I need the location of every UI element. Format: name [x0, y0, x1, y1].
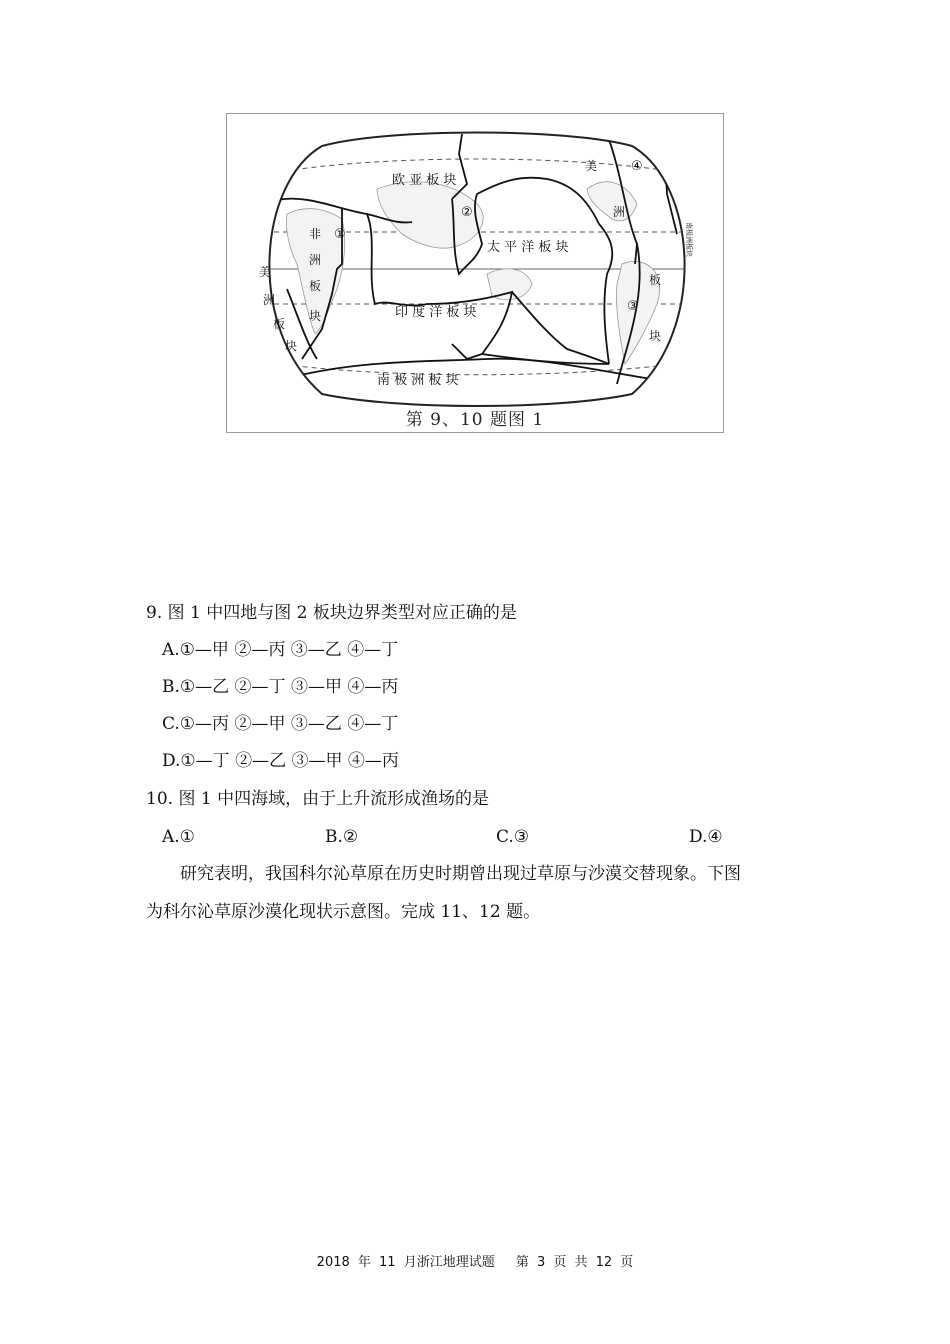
question-10-option-b: B.② — [325, 827, 359, 847]
label-american-left-1: 美 — [259, 265, 272, 279]
label-american-left-3: 板 — [273, 317, 286, 331]
label-american-right-4: 块 — [649, 329, 662, 343]
label-american-left-4: 块 — [285, 339, 298, 353]
label-indian-ocean-plate: 印 度 洋 板 块 — [395, 305, 477, 320]
question-10-option-a: A.① — [162, 827, 195, 847]
question-9-stem: 9. 图 1 中四地与图 2 板块边界类型对应正确的是 — [146, 603, 517, 623]
world-plate-map — [227, 114, 725, 434]
passage-line-1: 研究表明，我国科尔沁草原在历史时期曾出现过草原与沙漠交替现象。下图 — [180, 864, 741, 884]
label-small-plate: 南极洲板块 — [685, 222, 693, 257]
label-african-plate-2: 洲 — [309, 253, 322, 267]
label-american-right-2: 洲 — [613, 205, 626, 219]
label-african-plate-3: 板 — [309, 279, 322, 293]
label-american-right-3: 板 — [649, 273, 662, 287]
marker-1: ① — [334, 227, 346, 242]
plate-map-figure — [226, 113, 724, 433]
question-9-option-c: C.①—丙 ②—甲 ③—乙 ④—丁 — [162, 714, 399, 734]
figure-caption: 第 9、10 题图 1 — [405, 410, 545, 430]
question-10-option-d: D.④ — [689, 827, 723, 847]
question-10-stem: 10. 图 1 中四海域，由于上升流形成渔场的是 — [146, 789, 490, 809]
question-9-option-a: A.①—甲 ②—丙 ③—乙 ④—丁 — [162, 640, 399, 660]
marker-3: ③ — [627, 299, 639, 314]
page-footer: 2018 年 11 月浙江地理试题 第 3 页 共 12 页 — [316, 1255, 634, 1270]
label-antarctic-plate: 南 极 洲 板 块 — [377, 373, 459, 388]
label-african-plate-4: 块 — [309, 309, 322, 323]
question-9-option-d: D.①—丁 ②—乙 ③—甲 ④—丙 — [162, 751, 399, 771]
label-african-plate-1: 非 — [309, 227, 322, 241]
marker-4: ④ — [631, 159, 643, 174]
question-10-option-c: C.③ — [496, 827, 530, 847]
passage-line-2: 为科尔沁草原沙漠化现状示意图。完成 11、12 题。 — [146, 902, 541, 922]
marker-2: ② — [461, 205, 473, 220]
label-american-left-2: 洲 — [263, 293, 276, 307]
label-pacific-plate: 太 平 洋 板 块 — [487, 240, 569, 255]
label-american-right-1: 美 — [585, 159, 598, 173]
label-eurasian-plate: 欧 亚 板 块 — [392, 173, 457, 188]
question-9-option-b: B.①—乙 ②—丁 ③—甲 ④—丙 — [162, 677, 399, 697]
